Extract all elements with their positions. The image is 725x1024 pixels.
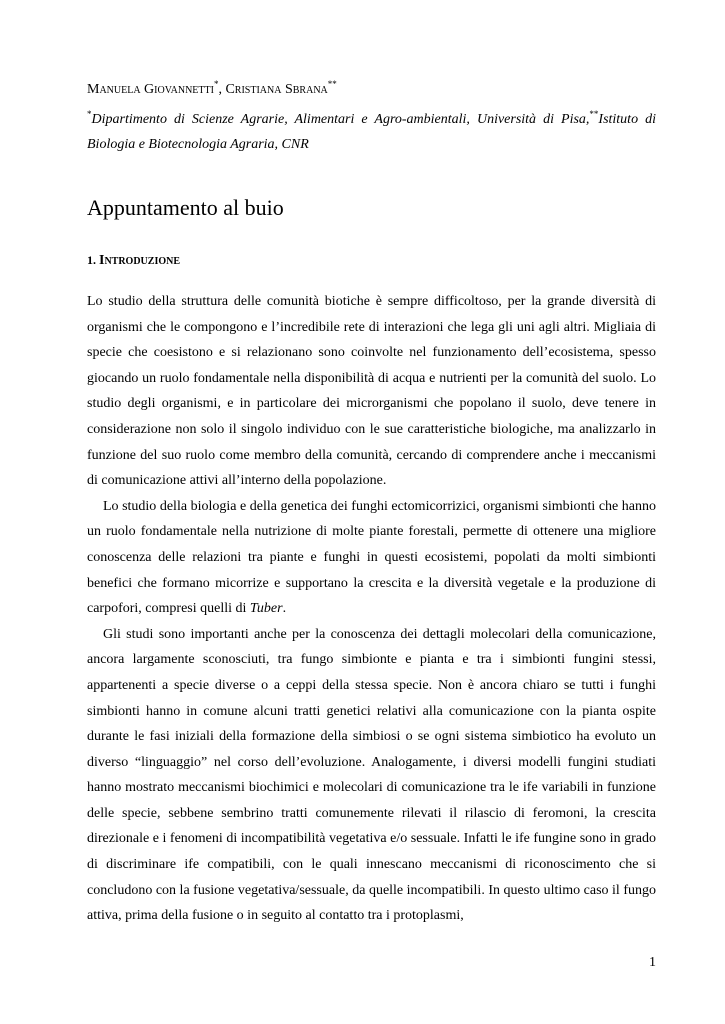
body-text (87, 289, 656, 929)
affiliation-mark: ** (589, 109, 599, 119)
affiliation-text: Dipartimento di Scienze Agrarie, Alimentari e Agro-ambientali, Università di Pisa, (91, 112, 590, 127)
paragraph-text: . (282, 601, 287, 617)
author-footnote-mark: ** (327, 79, 337, 89)
affiliations (87, 107, 656, 157)
document-page (87, 80, 656, 929)
section-number: 1. (87, 253, 99, 267)
paragraph-text: Lo studio della biologia e della genetica dei funghi ectomicorrizici, organismi simbionti che hanno un ruolo fondamentale nella nutrizione di molte piante forestali, permette di ottenere una migliore conoscenza delle relazioni tra piante e funghi in questi ecosistemi, popolati da molti simbionti benefici che formano micorrize e supportano la crescita e la diversità vegetale e la produzione di carpofori, compresi quelli di (87, 498, 656, 617)
author-separator: , (218, 82, 226, 97)
affiliation-mark: * (87, 109, 92, 119)
paragraph: Gli studi sono importanti anche per la conoscenza dei dettagli molecolari della comunicazione, ancora largamente sconosciuti, tra fungo simbionte e pianta e tra i simbionti fungini stessi, appartenenti a specie diverse o a ceppi della stessa specie. Non è ancora chiaro se tutti i funghi simbionti hanno in comune alcuni tratti genetici relativi alla comunicazione con la pianta ospite durante le fasi iniziali della formazione della simbiosi o se ogni sistema simbiotico ha evoluto un diverso “linguaggio” nel corso dell’evoluzione. Analogamente, i diversi modelli fungini studiati hanno mostrato meccanismi biochimici e molecolari di comunicazione tra le ife variabili in funzione delle specie, sebbene sembrino tratti comunemente rilevati il rilascio di feromoni, la crescita direzionale e i fenomeni di incompatibilità vegetativa e/o sessuale. Infatti le ife fungine sono in grado di discriminare ife compatibili, con le quali innescano meccanismi di riconoscimento che si concludono con la fusione vegetativa/sessuale, da quelle incompatibili. In questo ultimo caso il fungo attiva, prima della fusione o in seguito al contatto tra i protoplasmi, (87, 626, 656, 924)
page-number: 1 (649, 955, 656, 970)
author-name: Cristiana Sbrana (225, 82, 328, 97)
paragraph (87, 494, 656, 622)
affiliation-text: Istituto di Biologia e Biotecnologia Agraria, CNR (87, 112, 656, 152)
author-footnote-mark: * (213, 79, 219, 89)
genus-name: Tuber (249, 601, 283, 617)
paragraph: Lo studio della struttura delle comunità biotiche è sempre difficoltoso, per la grande diversità di organismi che le compongono e l’incredibile rete di interazioni che lega gli uni agli altri. Migliaia di specie che coesistono e si relazionano sono coinvolte nel funzionamento dell’ecosistema, spesso giocando un ruolo fondamentale nella disponibilità di acqua e nutrienti per la comunità del suolo. Lo studio degli organismi, e in particolare dei microrganismi che popolano il suolo, deve tenere in considerazione non solo il singolo individuo con le sue caratteristiche biologiche, ma analizzarlo in funzione del suo ruolo come membro della comunità, cercando di comprendere anche i meccanismi di comunicazione attivi all’interno della popolazione. (87, 294, 656, 489)
paper-title: Appuntamento al buio (87, 195, 284, 220)
section-title: Introduzione (99, 253, 181, 268)
section-heading (87, 252, 656, 269)
author-name: Manuela Giovannetti (87, 82, 214, 97)
author-line (87, 80, 656, 100)
